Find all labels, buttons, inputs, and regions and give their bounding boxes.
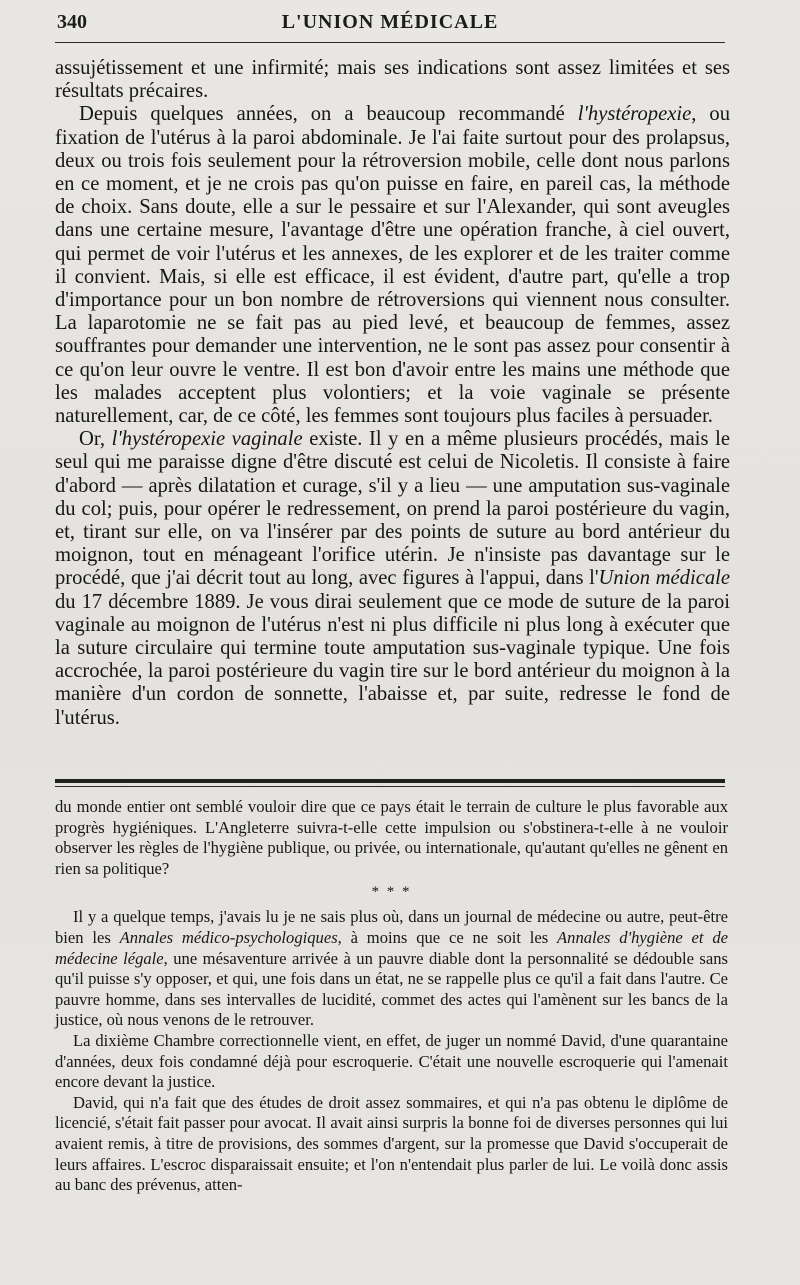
page-number: 340	[57, 11, 87, 33]
article-body	[55, 57, 730, 730]
italic-term: l'hystéropexie	[577, 103, 692, 126]
feuilleton-separator-thick	[55, 779, 725, 783]
italic-journal-title: Annales d'hygiène et de médecine légale	[55, 927, 728, 968]
feuilleton-separator-thin	[55, 786, 725, 787]
italic-journal-title: Annales médico-psychologiques	[119, 927, 338, 947]
article-paragraph-3: Or, l'hystéropexie vaginale existe. Il y en a même plusieurs procédés, mais le seul qui me paraisse digne d'être discuté est celui de Nicoletis. Il consiste à faire d'abord — après dilatation et curage, s'il y a lieu — une amputation sus-vaginale du col; puis, pour opérer le redressement, on prend la paroi postérieure du vagin, et, tirant sur elle, on va l'insérer par des points de suture au bord antérieur du moignon, tout en ménageant l'orifice utérin. Je n'insiste pas davantage sur le procédé, que j'ai décrit tout au long, avec figures à l'appui, dans l'Union médicale du 17 décembre 1889. Je vous dirai seulement que ce mode de suture de la paroi vaginale au moignon de l'utérus n'est ni plus difficile ni plus long à exécuter que la suture circulaire qui termine toute amputation sus-vaginale typique. Une fois accrochée, la paroi postérieure du vagin tire sur le bord antérieur du moignon à la manière d'un cordon de sonnette, l'abaisse et, par suite, redresse le fond de l'utérus.	[55, 428, 730, 729]
italic-journal-title: Union médicale	[598, 567, 730, 590]
page-header	[55, 8, 725, 36]
feuilleton-paragraph-3: La dixième Chambre correctionnelle vient, en effet, de juger un nommé David, d'une quarantaine d'années, deux fois condamné déjà pour escroquerie. C'était une nouvelle escroquerie qui l'amenait encore devant la justice.	[55, 1030, 728, 1092]
feuilleton-body	[55, 797, 728, 1196]
article-paragraph-2: Depuis quelques années, on a beaucoup recommandé l'hystéropexie, ou fixation de l'utérus à la paroi abdominale. Je l'ai faite surtout pour des prolapsus, deux ou trois fois seulement pour la rétroversion mobile, celle dont nous parlons en ce moment, et je ne crois pas qu'on puisse en faire, en pareil cas, la méthode de choix. Sans doute, elle a sur le pessaire et sur l'Alexander, qui sont aveugles dans une certaine mesure, l'avantage d'être une opération franche, à ciel ouvert, qui permet de voir l'utérus et les annexes, de les explorer et de les traiter comme il convient. Mais, si elle est efficace, il est évident, d'autre part, qu'elle a trop d'importance pour un bon nombre de rétroversions qui viennent nous consulter. La laparotomie ne se fait pas au pied levé, et beaucoup de femmes, assez souffrantes pour demander une intervention, ne le sont pas assez pour consentir à ce qu'on leur ouvre le ventre. Il est bon d'avoir entre les mains une méthode que les malades acceptent plus volontiers; et la voie vaginale se présente naturellement, car, de ce côté, les femmes sont toujours plus faciles à persuader.	[55, 103, 730, 428]
italic-term: l'hystéropexie vaginale	[111, 428, 303, 451]
feuilleton-paragraph-1: du monde entier ont semblé vouloir dire que ce pays était le terrain de culture le plus favorable aux progrès hygiéniques. L'Angleterre suivra-t-elle cette impulsion ou s'obstinera-t-elle à ne vouloir observer les règles de l'hygiène publique, ou privée, ou internationale, qu'autant qu'elles ne gênent en rien sa politique?	[55, 797, 728, 878]
article-paragraph-1: assujétissement et une infirmité; mais ses indications sont assez limitées et ses résultats précaires.	[55, 57, 730, 103]
section-stars: * * *	[371, 884, 412, 901]
header-rule	[55, 42, 725, 43]
running-title: L'UNION MÉDICALE	[281, 11, 499, 33]
feuilleton-paragraph-2: Il y a quelque temps, j'avais lu je ne sais plus où, dans un journal de médecine ou autre, peut-être bien les Annales médico-psychologiques, à moins que ce ne soit les Annales d'hygiène et de médecine légale, une mésaventure arrivée à un pauvre diable dont la personnalité se dédouble sans qu'il puisse s'y opposer, et qui, une fois dans un état, ne se rappelle plus ce qu'il a fait dans l'autre. Ce pauvre homme, dans ses intervalles de lucidité, commet des actes qui l'amènent sur les bancs de la justice, où nous venons de le retrouver.	[55, 907, 728, 1030]
feuilleton-paragraph-4: David, qui n'a fait que des études de droit assez sommaires, et qui n'a pas obtenu le diplôme de licencié, s'était fait passer pour avocat. Il avait ainsi surpris la bonne foi de diverses personnes qui lui avaient remis, à titre de provisions, des sommes d'argent, sur la promesse que David s'occuperait de leurs affaires. L'escroc disparaissait ensuite; et l'on n'entendait plus parler de lui. Le voilà donc assis au banc des prévenus, atten-	[55, 1092, 728, 1195]
